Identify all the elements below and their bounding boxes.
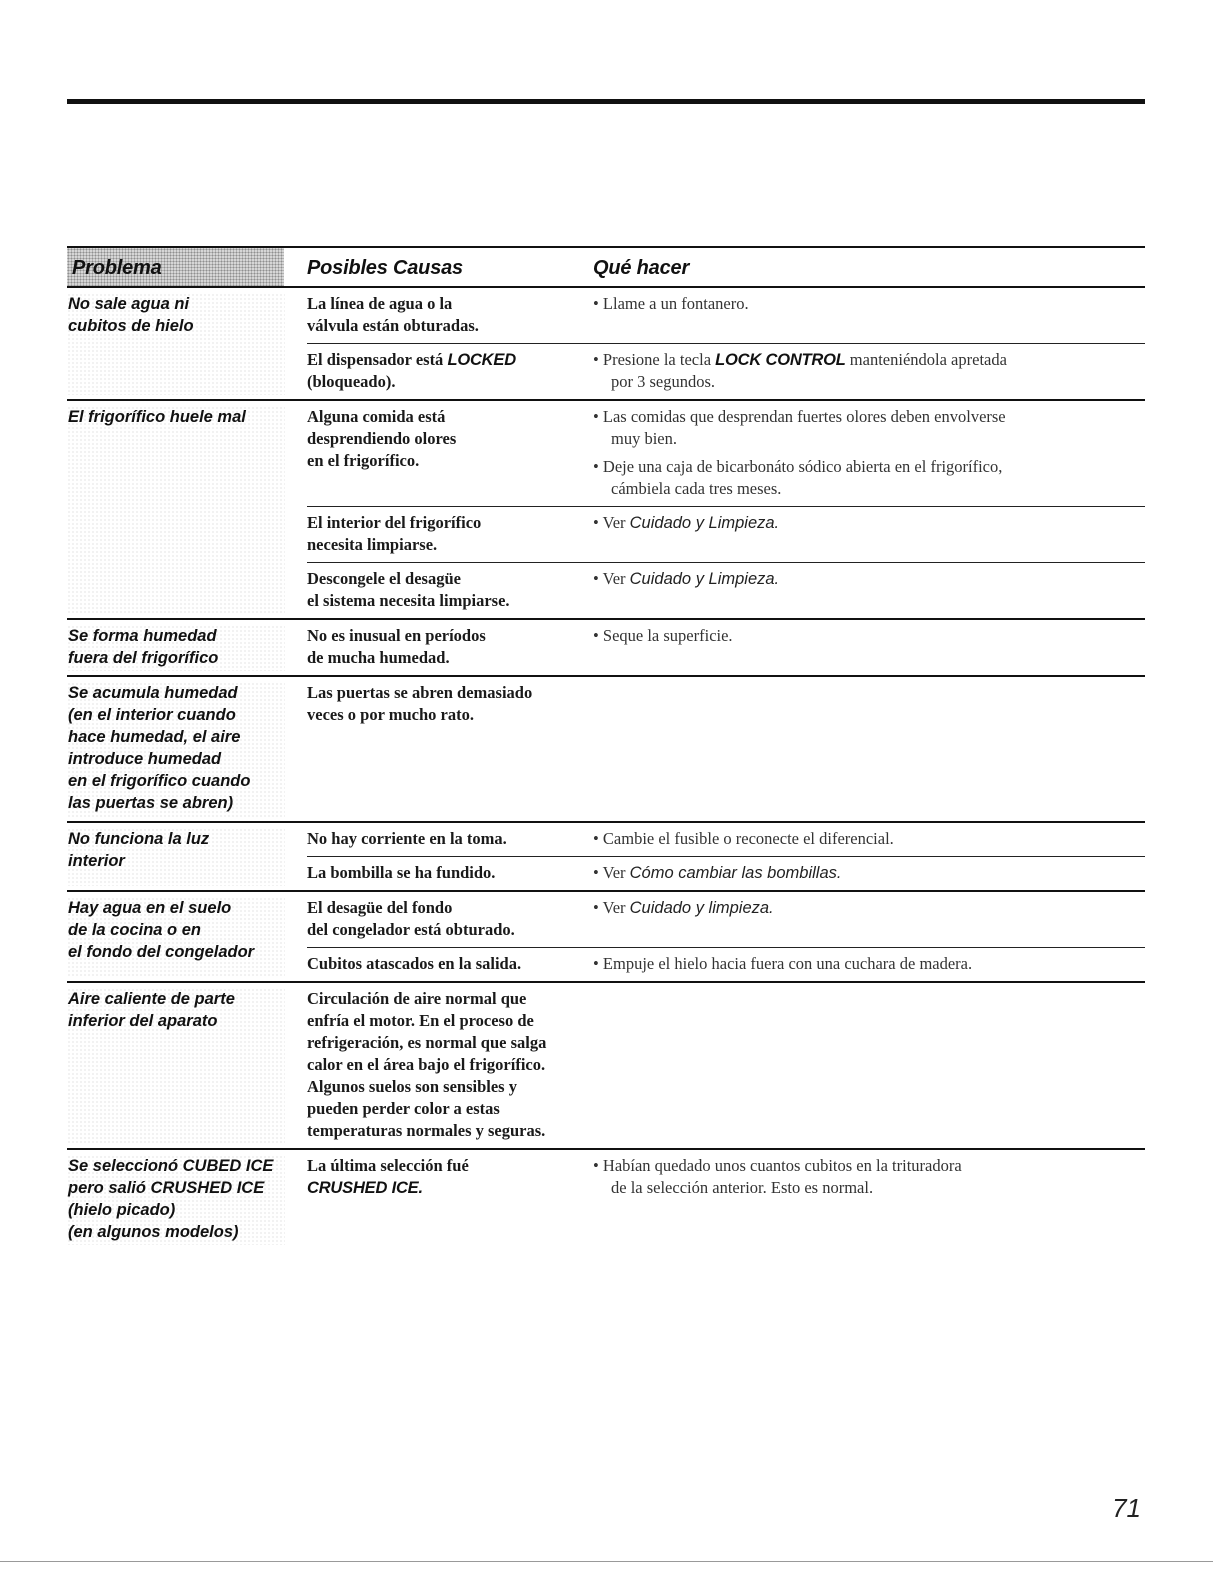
- cause-row: [307, 892, 1145, 947]
- cause-row: [307, 506, 1145, 562]
- action-cell: • Las comidas que desprendan fuertes olores deben envolverse muy bien. • Deje una caja de bicarbonáto sódico abierta en el frigorífico, cámbiela cada tres meses.: [593, 407, 1006, 498]
- table-row: [67, 823, 1145, 892]
- problem-cell: Hay agua en el suelo de la cocina o en el fondo del congelador: [67, 897, 285, 977]
- problem-cell: El frigorífico huele mal: [67, 406, 285, 614]
- cause-cell: El desagüe del fondo del congelador está obturado.: [307, 898, 515, 939]
- cause-row: [307, 947, 1145, 981]
- cause-row: [307, 856, 1145, 890]
- table-row: [67, 620, 1145, 677]
- top-rule: [67, 99, 1145, 104]
- cause-cell: La bombilla se ha fundido.: [307, 863, 496, 882]
- cause-row: [307, 343, 1145, 399]
- cause-row: [307, 1150, 1145, 1249]
- action-cell: • Seque la superficie.: [593, 626, 733, 645]
- table-row: [67, 288, 1145, 401]
- header-problem: [67, 248, 284, 286]
- cause-row: [307, 562, 1145, 618]
- cause-row: [307, 823, 1145, 856]
- action-cell: • Ver Cómo cambiar las bombillas.: [593, 863, 842, 882]
- page-number: 71: [1112, 1493, 1141, 1523]
- problem-cell: Se acumula humedad (en el interior cuando hace humedad, el aire introduce humedad en el frigorífico cuando las puertas se abren): [67, 682, 285, 817]
- cause-cell: Cubitos atascados en la salida.: [307, 954, 522, 973]
- problem-cell: Aire caliente de parte inferior del aparato: [67, 988, 285, 1144]
- header-causes: Posibles Causas: [307, 257, 463, 279]
- action-cell: • Cambie el fusible o reconecte el diferencial.: [593, 829, 894, 848]
- action-cell: • Habían quedado unos cuantos cubitos en la trituradora de la selección anterior. Esto es normal.: [593, 1156, 962, 1197]
- action-cell: • Ver Cuidado y limpieza.: [593, 898, 774, 917]
- action-cell: • Empuje el hielo hacia fuera con una cuchara de madera.: [593, 954, 973, 973]
- action-cell: • Presione la tecla LOCK CONTROL manteniéndola apretada por 3 segundos.: [593, 350, 1007, 391]
- cause-cell: La línea de agua o la válvula están obturadas.: [307, 294, 479, 335]
- cause-cell: Descongele el desagüe el sistema necesita limpiarse.: [307, 569, 510, 610]
- table-header: [67, 246, 1145, 288]
- problem-cell: No funciona la luz interior: [67, 828, 285, 886]
- cause-row: [307, 401, 1145, 506]
- cause-cell: No hay corriente en la toma.: [307, 829, 507, 848]
- bottom-rule: [0, 1561, 1213, 1562]
- cause-cell: Alguna comida está desprendiendo olores en el frigorífico.: [307, 407, 457, 470]
- cause-row: [307, 983, 1145, 1148]
- cause-row: [307, 620, 1145, 675]
- cause-row: [307, 677, 1145, 821]
- header-action: Qué hacer: [593, 257, 690, 279]
- cause-row: [307, 288, 1145, 343]
- table-row: [67, 983, 1145, 1150]
- cause-cell: El interior del frigorífico necesita limpiarse.: [307, 513, 482, 554]
- cause-cell: Circulación de aire normal que enfría el motor. En el proceso de refrigeración, es normal que salga calor en el área bajo el frigorífico. Algunos suelos son sensibles y pueden perder color a estas temperaturas normales y seguras.: [307, 989, 547, 1140]
- problem-cell: No sale agua ni cubitos de hielo: [67, 293, 285, 395]
- cause-cell: El dispensador está LOCKED (bloqueado).: [307, 350, 516, 391]
- cause-cell: La última selección fué CRUSHED ICE.: [307, 1156, 469, 1197]
- cause-cell: Las puertas se abren demasiado veces o por mucho rato.: [307, 683, 533, 724]
- cause-cell: No es inusual en períodos de mucha humedad.: [307, 626, 486, 667]
- header-problem-label: Problema: [72, 257, 162, 279]
- action-cell: • Ver Cuidado y Limpieza.: [593, 569, 780, 588]
- table-row: [67, 1150, 1145, 1249]
- action-cell: • Llame a un fontanero.: [593, 294, 749, 313]
- troubleshooting-table: [67, 246, 1145, 1249]
- table-row: [67, 677, 1145, 823]
- problem-cell: Se seleccionó CUBED ICE pero salió CRUSHED ICE (hielo picado) (en algunos modelos): [67, 1155, 285, 1245]
- problem-cell: Se forma humedad fuera del frigorífico: [67, 625, 285, 671]
- action-cell: • Ver Cuidado y Limpieza.: [593, 513, 780, 532]
- table-row: [67, 401, 1145, 620]
- table-row: [67, 892, 1145, 983]
